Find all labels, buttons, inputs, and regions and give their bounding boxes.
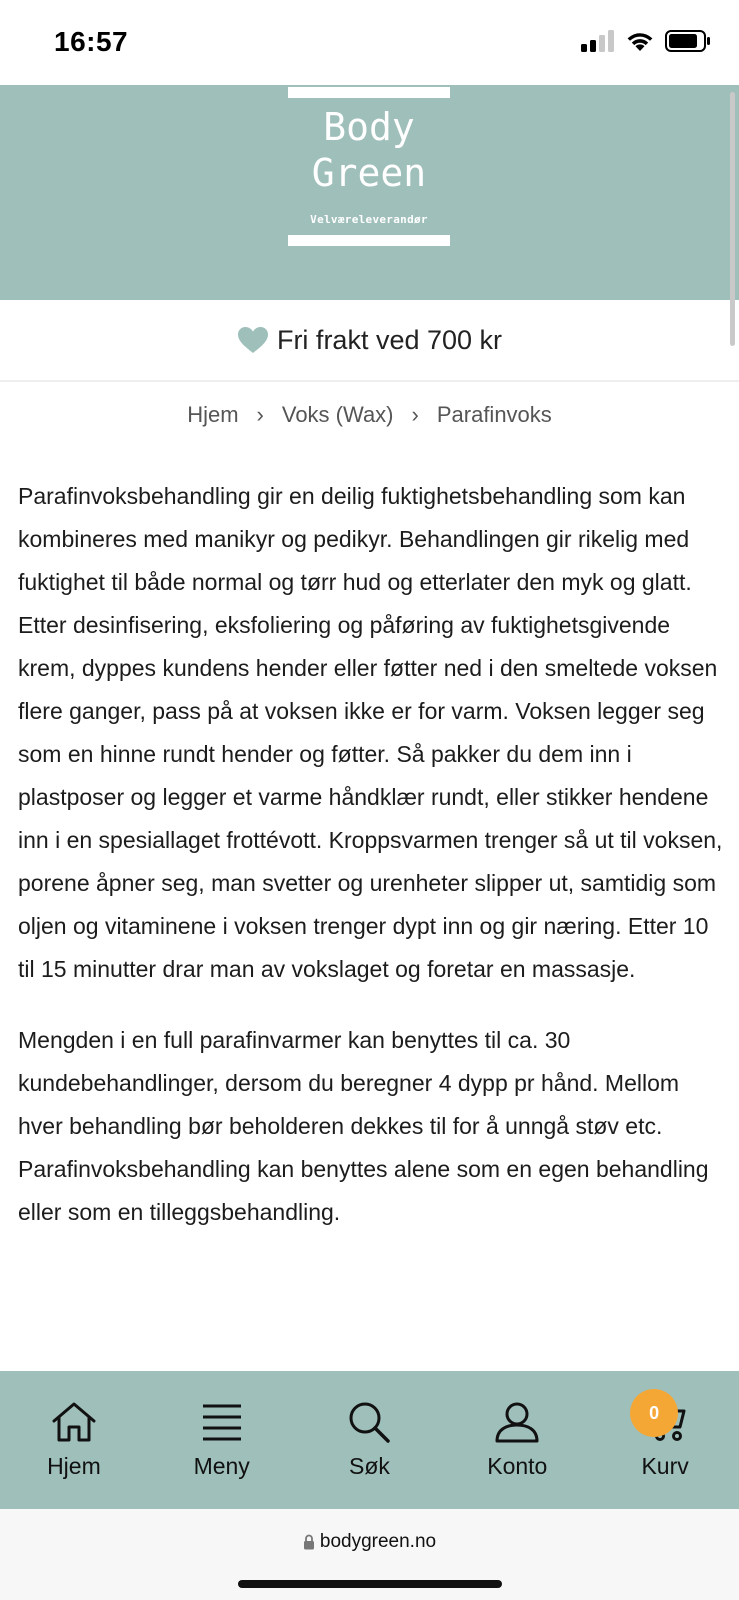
description-paragraph: Mengden i en full parafinvarmer kan benyttes til ca. 30 kundebehandlinger, dersom du beregner 4 dypp pr hånd. Mellom hver behandling bør beholderen dekkes til for å unngå støv etc. Parafinvoksbehandling kan benyttes alene som en egen behandling eller som en tilleggsbehandling. xyxy=(18,1027,709,1225)
chevron-right-icon: › xyxy=(411,402,419,427)
status-bar xyxy=(0,0,739,85)
heart-icon xyxy=(237,326,269,354)
battery-icon xyxy=(665,30,711,52)
cart-count-badge: 0 xyxy=(630,1389,678,1437)
logo[interactable] xyxy=(288,87,450,245)
product-description xyxy=(18,475,723,1262)
cellular-signal-icon xyxy=(581,30,615,52)
nav-item-account[interactable] xyxy=(443,1371,591,1509)
logo-bar-top xyxy=(288,87,450,98)
nav-label-menu: Meny xyxy=(193,1453,250,1479)
home-indicator[interactable] xyxy=(238,1580,502,1588)
free-shipping-banner xyxy=(0,300,739,382)
status-icons xyxy=(581,30,711,52)
breadcrumb-item-home[interactable]: Hjem xyxy=(187,402,239,427)
logo-text-green: Green xyxy=(311,151,427,195)
menu-icon xyxy=(199,1401,245,1443)
nav-label-cart: Kurv xyxy=(641,1453,689,1479)
nav-label-search: Søk xyxy=(349,1453,390,1479)
logo-tagline: Velværeleverandør xyxy=(310,213,428,226)
browser-url-bar[interactable] xyxy=(0,1509,739,1600)
home-icon xyxy=(51,1401,97,1443)
logo-bar-bottom xyxy=(288,235,450,246)
chevron-right-icon: › xyxy=(256,402,264,427)
status-time: 16:57 xyxy=(54,26,129,57)
breadcrumb-item-current: Parafinvoks xyxy=(436,402,552,427)
logo-text-body: Body xyxy=(323,105,415,149)
nav-label-account: Konto xyxy=(487,1453,548,1479)
breadcrumb xyxy=(0,402,739,428)
site-header xyxy=(0,85,739,300)
nav-item-cart[interactable] xyxy=(591,1371,739,1509)
nav-label-home: Hjem xyxy=(47,1453,101,1479)
bottom-nav xyxy=(0,1371,739,1509)
url-text: bodygreen.no xyxy=(319,1531,437,1552)
user-icon xyxy=(494,1401,540,1443)
nav-item-menu[interactable] xyxy=(148,1371,296,1509)
description-paragraph: Parafinvoksbehandling gir en deilig fuktighetsbehandling som kan kombineres med manikyr og pedikyr. Behandlingen gir rikelig med fuktighet til både normal og tørr hud og etterlater den myk og glatt. Etter desinfisering, eksfoliering og påføring av fuktighetsgivende krem, dyppes kundens hender eller føtter ned i den smeltede voksen flere ganger, pass på at voksen ikke er for varm. Voksen legger seg som en hinne rundt hender og føtter. Så pakker du dem inn i plastposer og legger et varme håndklær rundt, eller stikker hendene inn i en spesiallaget frottévott. Kroppsvarmen trenger så ut til voksen, porene åpner seg, man svetter og urenheter slipper ut, samtidig som oljen og vitaminene i voksen trenger dypt inn og gir næring. Etter 10 til 15 minutter drar man av vokslaget og foretar en massasje. xyxy=(18,483,723,982)
nav-item-search[interactable] xyxy=(296,1371,444,1509)
breadcrumb-item-voks[interactable]: Voks (Wax) xyxy=(281,402,394,427)
nav-item-home[interactable] xyxy=(0,1371,148,1509)
lock-icon xyxy=(303,1534,315,1550)
url-display[interactable] xyxy=(0,1531,739,1553)
free-shipping-text: Fri frakt ved 700 kr xyxy=(276,324,503,355)
search-icon xyxy=(346,1401,392,1443)
wifi-icon xyxy=(625,30,655,52)
